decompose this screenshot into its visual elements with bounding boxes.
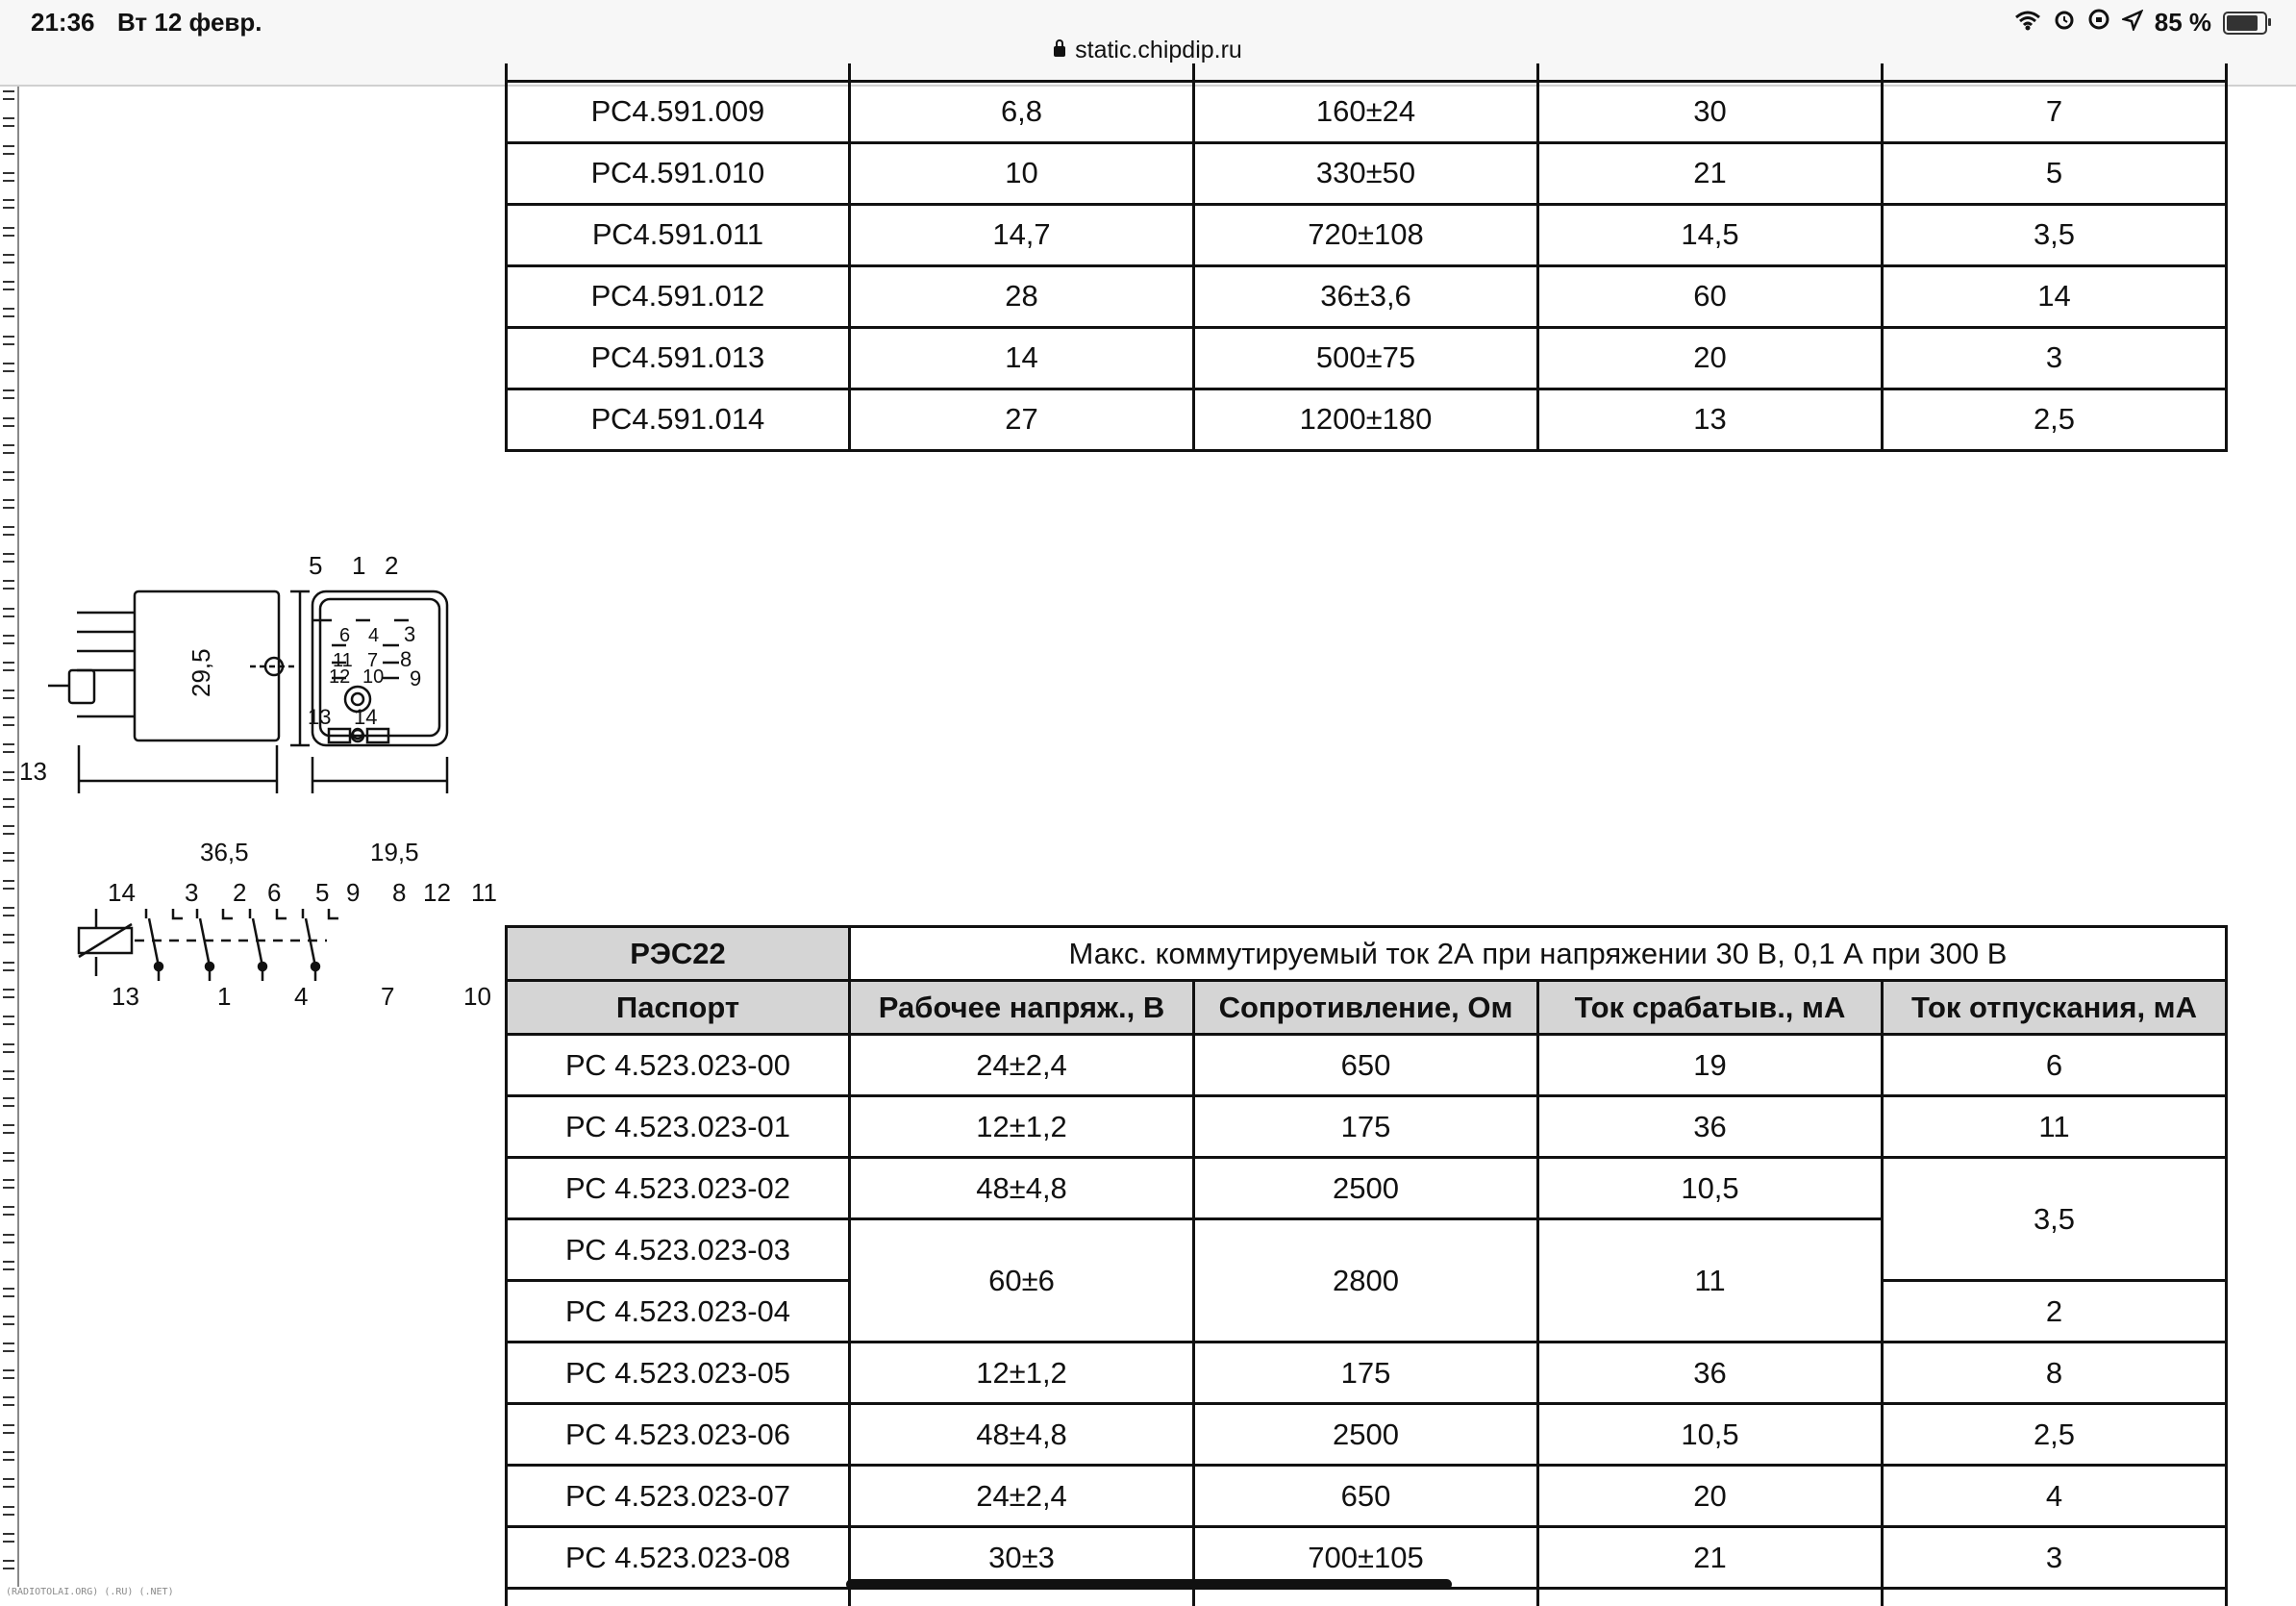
cell-pickup-current: 20 [1538,1466,1883,1527]
cell-pickup-current: 11 [1538,1219,1883,1343]
cell-pickup-current: 10,5 [1538,1158,1883,1219]
battery-percent: 85 % [2154,8,2211,37]
cell-voltage: 48±4,8 [850,1158,1194,1219]
header-release-current: Ток отпускания, мА [1883,981,2227,1035]
cell-voltage: 27 [850,389,1194,450]
table-row [507,1466,2227,1527]
cell-voltage: 24±2,4 [850,1035,1194,1096]
table-row [507,142,2227,204]
relay-table-previous [505,63,2228,452]
table-row [507,389,2227,450]
cell-release-current: 5 [1883,142,2227,204]
schematic-label: 11 [471,878,497,907]
cell-pickup-current: 30 [1538,81,1883,142]
cell-voltage: 14,7 [850,204,1194,265]
cell-release-current: 4 [1883,1466,2227,1527]
pin-label: 12 [329,666,351,688]
schematic-label: 6 [267,878,282,907]
table-row [507,1035,2227,1096]
table-row [507,1158,2227,1219]
pin-label: 3 [404,622,416,646]
schematic-label: 3 [185,878,199,907]
schematic-label: 12 [423,878,451,907]
dimension-length: 36,5 [200,838,249,866]
header-voltage: Рабочее напряж., В [850,981,1194,1035]
header-pickup-current: Ток срабатыв., мА [1538,981,1883,1035]
cell-resistance: 36±3,6 [1194,265,1538,327]
relay-note: Макс. коммутируемый ток 2А при напряжении 30 В, 0,1 А при 300 В [850,927,2227,981]
address-url[interactable]: static.chipdip.ru [1075,37,1242,63]
cell-pickup-current: 20 [1538,327,1883,389]
table-row [507,204,2227,265]
cell-resistance: 160±24 [1194,81,1538,142]
cell-passport: РС4.591.009 [507,81,850,142]
pin-label: 9 [410,666,422,690]
cell-resistance: 330±50 [1194,142,1538,204]
side-view [48,591,298,793]
cell-resistance: 650 [1194,1466,1538,1527]
cell-release-current: 3 [1883,327,2227,389]
table-title-row [507,927,2227,981]
cell-release-current: 14 [1883,265,2227,327]
cell-voltage: 60±6 [850,1219,1194,1343]
cell-resistance: 2500 [1194,1158,1538,1219]
cell-release-current: 2,5 [1883,389,2227,450]
cell-release-current: 2 [1883,1281,2227,1343]
table-row [507,327,2227,389]
cell-passport: РС 4.523.023-04 [507,1281,850,1343]
pin-label: 14 [354,705,378,729]
schematic-label: 4 [294,982,309,1011]
pin-label: 2 [385,553,399,580]
cell-pickup-current: 36 [1538,1096,1883,1158]
cell-release-current: 2,5 [1883,1404,2227,1466]
relay-model: РЭС22 [507,927,850,981]
cell-resistance: 175 [1194,1343,1538,1404]
schematic-label: 7 [381,982,395,1011]
cell-voltage: 12±1,2 [850,1096,1194,1158]
table-row [507,1343,2227,1404]
front-view [290,591,447,793]
cell-passport: РС 4.523.023-05 [507,1343,850,1404]
cell-passport: РС 4.523.023-08 [507,1527,850,1589]
pin-label: 5 [309,553,323,580]
cell-voltage: 30±3 [850,1527,1194,1589]
cell-pickup-current: 60 [1538,265,1883,327]
cell-release-current: 3,5 [1883,1158,2227,1281]
table-row [507,81,2227,142]
schematic-label: 13 [112,982,139,1011]
cell-passport: РС4.591.013 [507,327,850,389]
pin-label: 13 [308,705,332,729]
table-row-cut [507,63,2227,81]
table-row [507,1096,2227,1158]
cell-release-current: 11 [1883,1096,2227,1158]
cell-release-current: 6 [1883,1035,2227,1096]
pin-label: 8 [400,647,412,671]
cell-passport: РС4.591.014 [507,389,850,450]
schematic-label: 9 [346,878,361,907]
cell-passport: РС 4.523.023-02 [507,1158,850,1219]
cell-voltage: 12±1,2 [850,1343,1194,1404]
cell-resistance: 500±75 [1194,327,1538,389]
cell-pickup-current: 10,5 [1538,1404,1883,1466]
cell-passport: РС 4.523.023-03 [507,1219,850,1281]
cell-pickup-current: 21 [1538,1527,1883,1589]
cell-pickup-current: 36 [1538,1343,1883,1404]
cell-pickup-current: 19 [1538,1035,1883,1096]
pin-label: 10 [362,666,385,688]
cell-release-current: 7 [1883,81,2227,142]
pin-label: 4 [368,625,380,646]
cell-passport: РС4.591.010 [507,142,850,204]
cell-resistance: 1200±180 [1194,389,1538,450]
pin-label: 11 [333,650,353,671]
cell-release-current: 3,5 [1883,204,2227,265]
cell-voltage: 6,8 [850,81,1194,142]
schematic [79,909,338,981]
table-row [507,265,2227,327]
cell-voltage: 48±4,8 [850,1404,1194,1466]
cell-passport: РС4.591.011 [507,204,850,265]
dimension-height: 29,5 [187,648,215,697]
cell-passport: РС4.591.012 [507,265,850,327]
cell-pickup-current: 14,5 [1538,204,1883,265]
cell-voltage: 24±2,4 [850,1466,1194,1527]
home-indicator[interactable] [846,1579,1452,1590]
header-resistance: Сопротивление, Ом [1194,981,1538,1035]
schematic-label: 14 [108,878,136,907]
cell-pickup-current: 21 [1538,142,1883,204]
cell-resistance: 650 [1194,1035,1538,1096]
schematic-label: 2 [233,878,247,907]
cell-release-current: 8 [1883,1343,2227,1404]
pin-label: 13 [19,757,47,786]
schematic-label: 8 [392,878,407,907]
cell-resistance: 175 [1194,1096,1538,1158]
table-header-row [507,981,2227,1035]
pin-label: 7 [367,650,379,671]
cell-passport: РС 4.523.023-00 [507,1035,850,1096]
cell-resistance: 2500 [1194,1404,1538,1466]
cell-passport: РС 4.523.023-07 [507,1466,850,1527]
status-date: Вт 12 февр. [117,8,262,37]
res22-table [505,925,2228,1606]
status-time: 21:36 [31,8,95,37]
cell-release-current: 3 [1883,1527,2227,1589]
cell-passport: РС 4.523.023-06 [507,1404,850,1466]
header-passport: Паспорт [507,981,850,1035]
pin-label: 6 [339,625,351,646]
cell-voltage: 28 [850,265,1194,327]
cell-pickup-current: 13 [1538,389,1883,450]
cell-passport: РС 4.523.023-01 [507,1096,850,1158]
table-row-cut [507,1589,2227,1606]
schematic-label: 5 [315,878,330,907]
cell-voltage: 14 [850,327,1194,389]
cell-resistance: 2800 [1194,1219,1538,1343]
table-row [507,1404,2227,1466]
cell-resistance: 700±105 [1194,1527,1538,1589]
watermark: (RADIOTOLAI.ORG) (.RU) (.NET) [6,1587,174,1597]
schematic-label: 1 [217,982,232,1011]
cell-voltage: 10 [850,142,1194,204]
schematic-label: 10 [463,982,491,1011]
pin-label: 1 [352,553,366,580]
cell-resistance: 720±108 [1194,204,1538,265]
dimension-width: 19,5 [370,838,419,866]
